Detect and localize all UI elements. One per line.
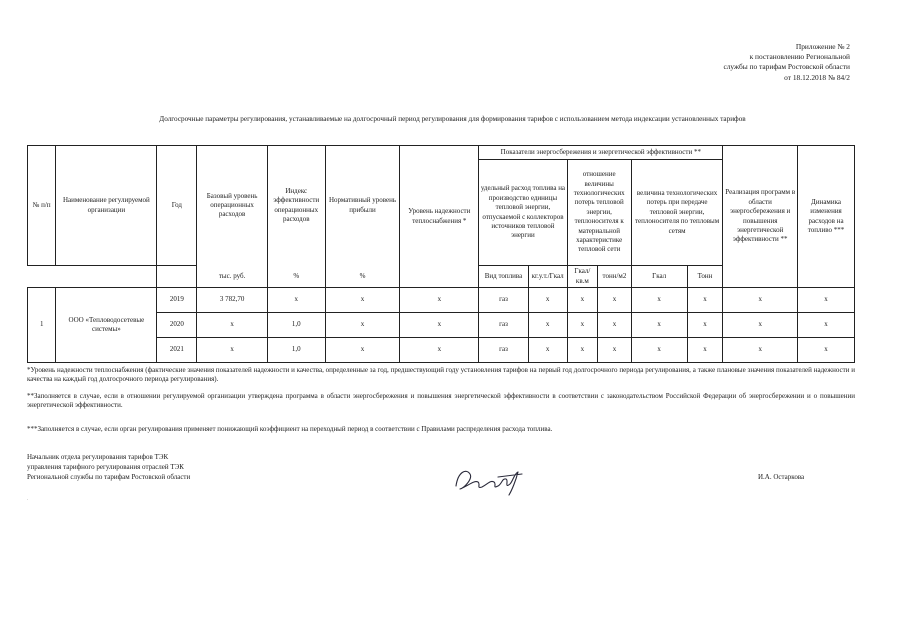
- document-title: Долгосрочные параметры регулирования, устанавливаемые на долгосрочный период регулирования для формирования тарифов с использованием метода индексации установленных тарифов: [159, 115, 746, 123]
- cell-base: 3 782,70: [197, 288, 267, 313]
- header-loss-ratio: отношение величины технологических потерь тепловой энергии, теплоносителя к материальной характеристике тепловой сети: [567, 160, 631, 266]
- header-specific-consumption: удельный расход топлива на производство единицы тепловой энергии, отпускаемой с коллекторов источников тепловой энергии: [479, 160, 567, 266]
- cell-base: х: [197, 338, 267, 363]
- cell-gkal: х: [631, 313, 687, 338]
- header-efficiency-index: Индекс эффективности операционных расходов: [267, 146, 325, 266]
- signatory-name: И.А. Остаркова: [758, 473, 805, 481]
- cell-gkal-km: х: [567, 313, 598, 338]
- cell-kgut: х: [528, 288, 567, 313]
- cell-ton-m2: х: [598, 313, 632, 338]
- org-number: 1: [28, 288, 56, 363]
- header-org: Наименование регулируемой организации: [56, 146, 157, 266]
- header-reliability: Уровень надежности теплоснабжения *: [400, 146, 479, 288]
- unit-gkal-km: Гкал/ кв.м: [567, 266, 598, 288]
- footnote-program: **Заполняется в случае, если в отношении регулируемой организации утверждена программа в области энергосбережения и повышения энергетической эффективности в соответствии с законодательством Российской Федерации об энергосбережении и о повышении энергетической эффективности.: [27, 392, 855, 410]
- footnote-reliability: *Уровень надежности теплоснабжения (фактические значения показателей надежности и качества, определенные за год, предшествующий году установления тарифов на первый год долгосрочного периода регулирования, а также плановые значения показателей надежности и качества на каждый год долгосрочного периода регулирования).: [27, 366, 855, 384]
- cell-kgut: х: [528, 338, 567, 363]
- footnote-fuel: ***Заполняется в случае, если орган регулирования применяет понижающий коэффициент на переходный период в соответствии с Правилами распределения расхода топлива.: [27, 425, 553, 433]
- signatory-line-3: Региональной службы по тарифам Ростовской области: [27, 473, 191, 481]
- unit-profit: %: [325, 266, 400, 288]
- cell-gkal: х: [631, 338, 687, 363]
- cell-reliability: х: [400, 288, 479, 313]
- cell-dynamics: х: [798, 338, 855, 363]
- unit-kgut: кг.у.т./Гкал: [528, 266, 567, 288]
- cell-year: 2021: [157, 338, 197, 363]
- cell-dynamics: х: [798, 288, 855, 313]
- cell-ton: х: [687, 288, 723, 313]
- cell-fuel: газ: [479, 288, 528, 313]
- header-technological-losses: величина технологических потерь при передаче тепловой энергии, теплоносителя по тепловым сетям: [631, 160, 723, 266]
- cell-fuel: газ: [479, 313, 528, 338]
- cell-reliability: х: [400, 338, 479, 363]
- appendix-date: от 18.12.2018 № 84/2: [784, 72, 850, 82]
- cell-year: 2019: [157, 288, 197, 313]
- cell-gkal-km: х: [567, 288, 598, 313]
- unit-fuel-type: Вид топлива: [479, 266, 528, 288]
- header-year: Год: [157, 146, 197, 266]
- cell-ton: х: [687, 338, 723, 363]
- org-name: ООО «Тепловодосетевые системы»: [56, 288, 157, 363]
- appendix-header: [723, 42, 850, 83]
- cell-program: х: [723, 288, 798, 313]
- header-fuel-dynamics: Динамика изменения расходов на топливо ***: [798, 146, 855, 288]
- header-energy-indicators: Показатели энергосбережения и энергетической эффективности **: [479, 146, 723, 160]
- unit-ton: Тонн: [687, 266, 723, 288]
- signatory-line-2: управления тарифного регулирования отраслей ТЭК: [27, 463, 184, 471]
- cell-index: 1,0: [267, 313, 325, 338]
- cell-kgut: х: [528, 313, 567, 338]
- appendix-number: Приложение № 2: [795, 42, 850, 51]
- cell-program: х: [723, 313, 798, 338]
- scan-mark: .: [27, 497, 29, 502]
- cell-program: х: [723, 338, 798, 363]
- signatory-line-1: Начальник отдела регулирования тарифов ТЭК: [27, 453, 169, 461]
- cell-ton: х: [687, 313, 723, 338]
- cell-ton-m2: х: [598, 338, 632, 363]
- cell-reliability: х: [400, 313, 479, 338]
- cell-profit: х: [325, 338, 400, 363]
- cell-profit: х: [325, 288, 400, 313]
- cell-fuel: газ: [479, 338, 528, 363]
- unit-base: тыс. руб.: [197, 266, 267, 288]
- header-num: № п/п: [28, 146, 56, 266]
- unit-ton-m2: тонн/м2: [598, 266, 632, 288]
- handwritten-signature: [452, 462, 532, 496]
- signatory-position: [27, 452, 190, 482]
- table-row: [28, 288, 855, 313]
- header-profit-level: Нормативный уровень прибыли: [325, 146, 400, 266]
- cell-gkal: х: [631, 288, 687, 313]
- cell-year: 2020: [157, 313, 197, 338]
- cell-base: х: [197, 313, 267, 338]
- cell-index: х: [267, 288, 325, 313]
- cell-ton-m2: х: [598, 288, 632, 313]
- appendix-service: службы по тарифам Ростовской области: [723, 62, 850, 72]
- header-program: Реализация программ в области энергосбережения и повышения энергетической эффективности **: [723, 146, 798, 288]
- parameters-table: [27, 145, 855, 363]
- header-base-level: Базовый уровень операционных расходов: [197, 146, 267, 266]
- appendix-resolution: к постановлению Региональной: [749, 52, 850, 62]
- cell-index: 1,0: [267, 338, 325, 363]
- unit-gkal: Гкал: [631, 266, 687, 288]
- unit-index: %: [267, 266, 325, 288]
- cell-profit: х: [325, 313, 400, 338]
- cell-gkal-km: х: [567, 338, 598, 363]
- cell-dynamics: х: [798, 313, 855, 338]
